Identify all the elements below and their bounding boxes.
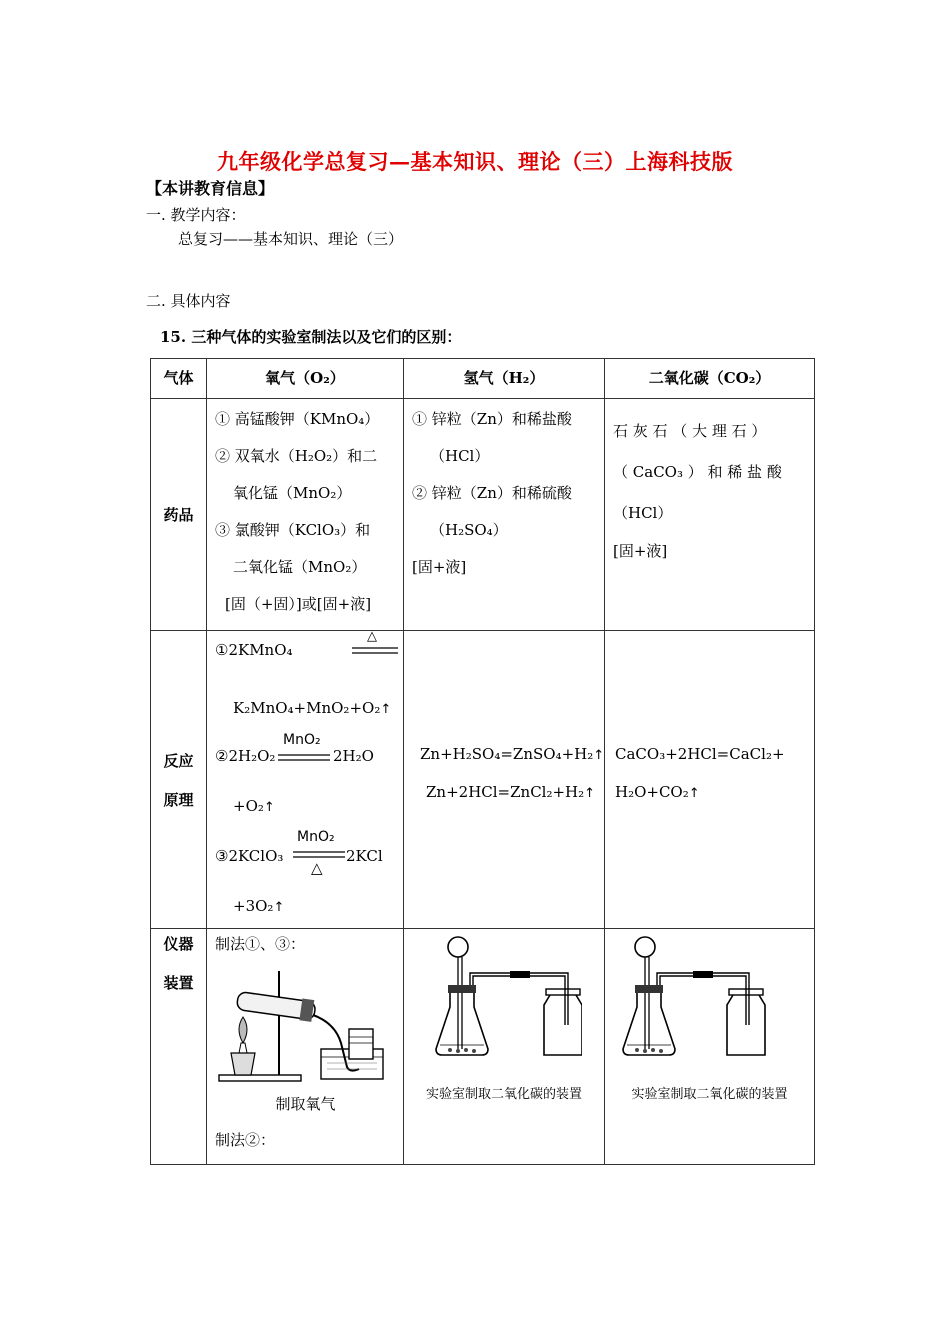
eq3-left: ③2KClO₃ bbox=[215, 847, 284, 865]
section1-label: 一. 教学内容： bbox=[146, 206, 246, 224]
cell-co2-apparatus bbox=[605, 929, 815, 1165]
info-heading: 【本讲教育信息】 bbox=[146, 179, 275, 198]
flask-gas-generator-illustration bbox=[619, 933, 769, 1063]
eq2-continuation bbox=[233, 797, 275, 815]
gas-arrow-icon: ↑ bbox=[593, 748, 605, 763]
co2-eq-line2 bbox=[615, 783, 700, 801]
h2-eq2-text: Zn+2HCl=ZnCl₂+H₂ bbox=[426, 783, 585, 801]
drug-line: ② 锌粒（Zn）和稀硫酸 bbox=[412, 484, 572, 502]
eq2-double-line bbox=[278, 754, 330, 762]
question-15-heading: 15. 三种气体的实验室制法以及它们的区别： bbox=[160, 328, 462, 346]
drug-line: 二氧化锰（MnO₂） bbox=[233, 558, 367, 576]
drug-state-line: [固+液] bbox=[613, 542, 668, 560]
eq2-right: 2H₂O bbox=[333, 747, 374, 765]
eq2-products: +O₂ bbox=[233, 797, 264, 815]
drug-state-line: [固（+固）]或[固+液] bbox=[225, 595, 372, 613]
drug-line: ① 锌粒（Zn）和稀盐酸 bbox=[412, 410, 572, 428]
row-label-apparatus-line2: 装置 bbox=[163, 974, 194, 992]
header-gas: 气体 bbox=[151, 359, 207, 399]
eq3-double-line bbox=[293, 851, 345, 859]
row-label-drugs: 药品 bbox=[151, 399, 207, 631]
cell-co2-reaction bbox=[605, 631, 815, 929]
page-title: 九年级化学总复习—基本知识、理论（三）上海科技版 bbox=[217, 149, 733, 174]
o2-apparatus-caption: 制取氧气 bbox=[275, 1095, 336, 1113]
o2-method-1-3-label: 制法①、③： bbox=[215, 935, 306, 953]
cell-h2-apparatus bbox=[404, 929, 605, 1165]
gas-preparation-table bbox=[150, 358, 815, 1165]
oxygen-heating-apparatus-illustration bbox=[217, 963, 387, 1085]
table-row-apparatus bbox=[151, 929, 815, 1165]
flask-gas-generator-illustration bbox=[432, 933, 582, 1063]
table-header-row bbox=[151, 359, 815, 399]
eq3-products: +3O₂ bbox=[233, 897, 274, 915]
o2-method-2-label: 制法②： bbox=[215, 1131, 276, 1149]
section2-label: 二. 具体内容 bbox=[146, 292, 231, 310]
cell-co2-drugs bbox=[605, 399, 815, 631]
header-hydrogen: 氢气（H₂） bbox=[404, 359, 605, 399]
gas-arrow-icon: ↑ bbox=[688, 786, 700, 801]
drug-line: （HCl） bbox=[613, 504, 673, 522]
drug-line: 氧化锰（MnO₂） bbox=[233, 484, 352, 502]
row-label-apparatus bbox=[151, 929, 207, 1165]
eq1-right bbox=[233, 699, 391, 717]
cell-o2-reaction bbox=[207, 631, 404, 929]
eq1-products: K₂MnO₄+MnO₂+O₂ bbox=[233, 699, 381, 717]
cell-o2-drugs bbox=[207, 399, 404, 631]
drug-state-line: [固+液] bbox=[412, 558, 467, 576]
co2-apparatus-caption: 实验室制取二氧化碳的装置 bbox=[631, 1087, 788, 1102]
drug-line: 石 灰 石 （ 大 理 石 ） bbox=[613, 422, 767, 440]
eq1-left: ①2KMnO₄ bbox=[215, 641, 293, 659]
h2-apparatus-caption: 实验室制取二氧化碳的装置 bbox=[425, 1087, 582, 1102]
header-carbon-dioxide: 二氧化碳（CO₂） bbox=[605, 359, 815, 399]
eq1-condition: △ bbox=[367, 629, 377, 644]
eq3-condition-bottom: △ bbox=[311, 859, 323, 877]
section1-content: 总复习——基本知识、理论（三） bbox=[178, 230, 404, 248]
gas-arrow-icon: ↑ bbox=[584, 786, 596, 801]
cell-h2-reaction bbox=[404, 631, 605, 929]
eq3-right: 2KCl bbox=[346, 847, 383, 865]
drug-line: （HCl） bbox=[430, 447, 490, 465]
drug-line: （ CaCO₃ ） 和 稀 盐 酸 bbox=[613, 463, 782, 481]
co2-eq-line1: CaCO₃+2HCl=CaCl₂+ bbox=[615, 745, 785, 763]
row-label-reaction-line2: 原理 bbox=[163, 790, 194, 809]
h2-eq2 bbox=[426, 783, 595, 801]
gas-arrow-icon: ↑ bbox=[380, 702, 392, 717]
table-row-reaction bbox=[151, 631, 815, 929]
h2-eq1-text: Zn+H₂SO₄=ZnSO₄+H₂ bbox=[420, 745, 594, 763]
gas-arrow-icon: ↑ bbox=[273, 900, 285, 915]
cell-h2-drugs bbox=[404, 399, 605, 631]
row-label-reaction-line1: 反应 bbox=[163, 751, 194, 770]
eq2-left: ②2H₂O₂ bbox=[215, 747, 276, 765]
eq2-condition: MnO₂ bbox=[283, 732, 321, 748]
h2-eq1 bbox=[420, 745, 604, 763]
header-oxygen: 氧气（O₂） bbox=[207, 359, 404, 399]
drug-line: ① 高锰酸钾（KMnO₄） bbox=[215, 410, 380, 428]
table-row-drugs bbox=[151, 399, 815, 631]
drug-line: ② 双氧水（H₂O₂）和二 bbox=[215, 447, 378, 465]
drug-line: （H₂SO₄） bbox=[430, 521, 508, 539]
row-label-reaction bbox=[151, 631, 207, 929]
row-label-apparatus-line1: 仪器 bbox=[163, 935, 194, 953]
eq3-continuation bbox=[233, 897, 284, 915]
eq3-condition-top: MnO₂ bbox=[297, 829, 335, 845]
cell-o2-apparatus bbox=[207, 929, 404, 1165]
drug-line: ③ 氯酸钾（KClO₃）和 bbox=[215, 521, 371, 539]
eq1-double-line bbox=[352, 647, 398, 655]
co2-eq-line2-text: H₂O+CO₂ bbox=[615, 783, 689, 801]
gas-arrow-icon: ↑ bbox=[263, 800, 275, 815]
